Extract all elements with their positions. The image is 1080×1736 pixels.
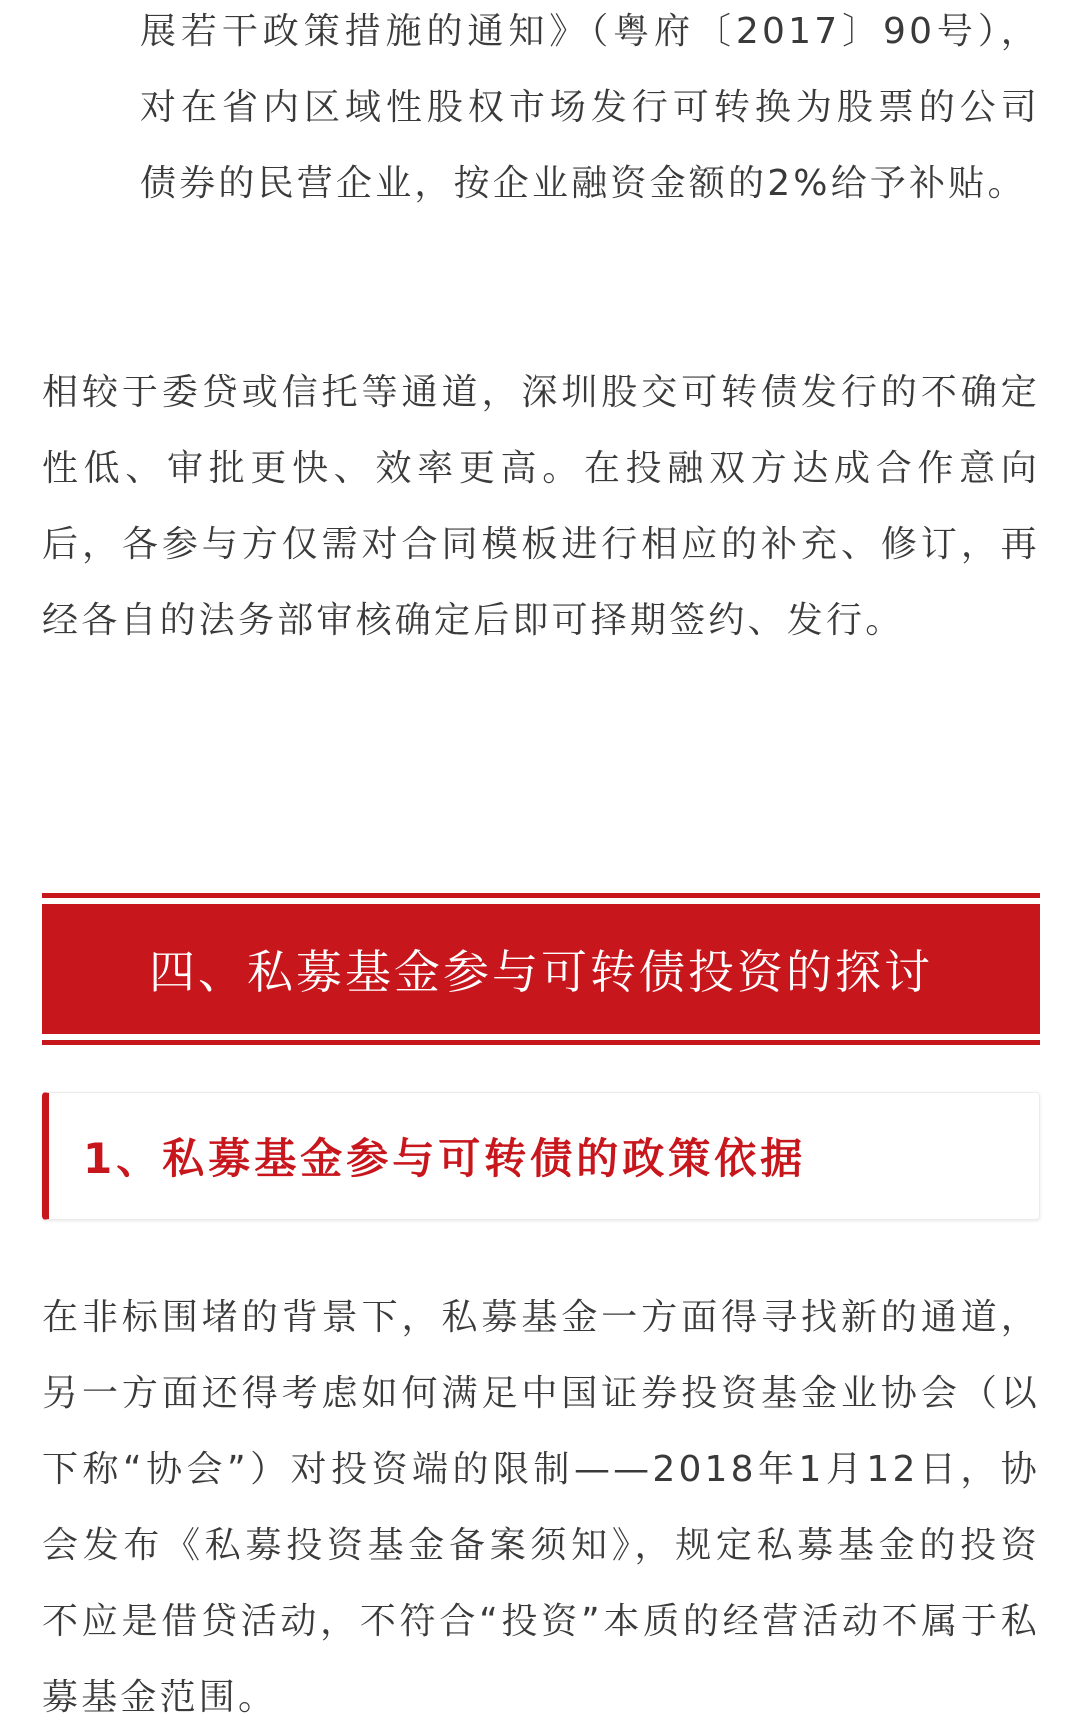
subsection-title: 1、私募基金参与可转债的政策依据 (83, 1134, 807, 1183)
section-heading-banner (42, 893, 1040, 1045)
body-paragraph-issuance: 相较于委贷或信托等通道，深圳股交可转债发行的不确定性低、审批更快、效率更高。在投融双方达成合作意向后，各参与方仅需对合同模板进行相应的补充、修订，再经各自的法务部审核确定后即可择期签约、发行。 (42, 372, 1040, 641)
section-title: 四、私募基金参与可转债投资的探讨 (149, 945, 933, 999)
subsection-heading-card (42, 1092, 1040, 1220)
quoted-policy-paragraph: 展若干政策措施的通知》（粤府〔2017〕90号），对在省内区域性股权市场发行可转换为股票的公司债券的民营企业，按企业融资金额的2%给予补贴。 (140, 11, 1040, 204)
body-paragraph-private-fund: 在非标围堵的背景下，私募基金一方面得寻找新的通道，另一方面还得考虑如何满足中国证券投资基金业协会（以下称“协会”）对投资端的限制——2018年1月12日，协会发布《私募投资基金备案须知》，规定私募基金的投资不应是借贷活动，不符合“投资”本质的经营活动不属于私募基金范围。 (42, 1297, 1040, 1718)
section-heading-fill (42, 904, 1040, 1034)
